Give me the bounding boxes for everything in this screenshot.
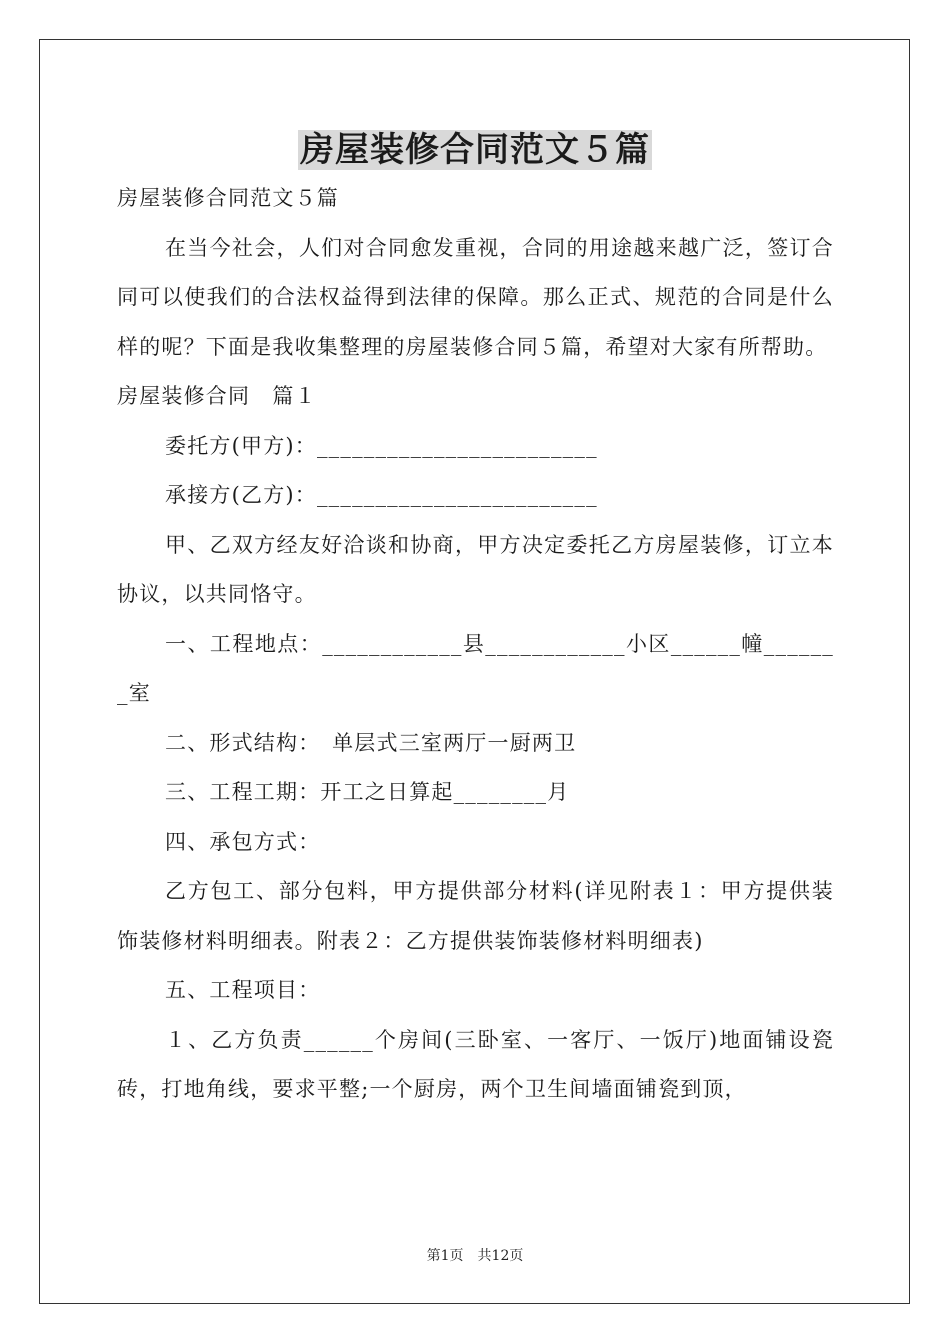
intro-paragraph: 在当今社会，人们对合同愈发重视，合同的用途越来越广泛，签订合同可以使我们的合法权益得到法律的保障。那么正式、规范的合同是什么样的呢？下面是我收集整理的房屋装修合同５篇，希望对大家有所帮助。 xyxy=(117,235,834,359)
page-number: 第1页 xyxy=(426,1248,464,1264)
party-a-line: 委托方(甲方)：________________________ xyxy=(165,433,598,458)
page-footer xyxy=(0,1246,950,1266)
project-item-1: １、乙方负责______个房间(三卧室、一客厅、一饭厅)地面铺设瓷砖，打地角线，要求平整;一个厨房，两个卫生间墙面铺瓷到顶， xyxy=(117,1027,834,1101)
clause-duration: 三、工程工期：开工之日算起________月 xyxy=(165,780,570,804)
document-title xyxy=(0,126,950,174)
party-b-line: 承接方(乙方)：________________________ xyxy=(165,483,598,507)
clause-location: 一、工程地点：____________县____________小区______幢_______室 xyxy=(117,631,834,705)
page-total: 共12页 xyxy=(477,1248,524,1264)
clause-structure: 二、形式结构： 单层式三室两厅一厨两卫 xyxy=(165,730,577,755)
document-body xyxy=(117,174,834,1115)
agreement-paragraph: 甲、乙双方经友好洽谈和协商，甲方决定委托乙方房屋装修，订立本协议，以共同恪守。 xyxy=(117,532,834,606)
contract-method-detail: 乙方包工、部分包料，甲方提供部分材料(详见附表１：甲方提供装饰装修材料明细表。附表２：乙方提供装饰装修材料明细表) xyxy=(117,879,834,953)
section-heading: 房屋装修合同 篇１ xyxy=(117,384,317,408)
clause-project-items: 五、工程项目： xyxy=(165,978,321,1002)
document-title-text: 房屋装修合同范文５篇 xyxy=(300,130,650,170)
clause-contract-method: 四、承包方式： xyxy=(165,829,321,854)
subtitle-line: 房屋装修合同范文５篇 xyxy=(117,186,339,210)
